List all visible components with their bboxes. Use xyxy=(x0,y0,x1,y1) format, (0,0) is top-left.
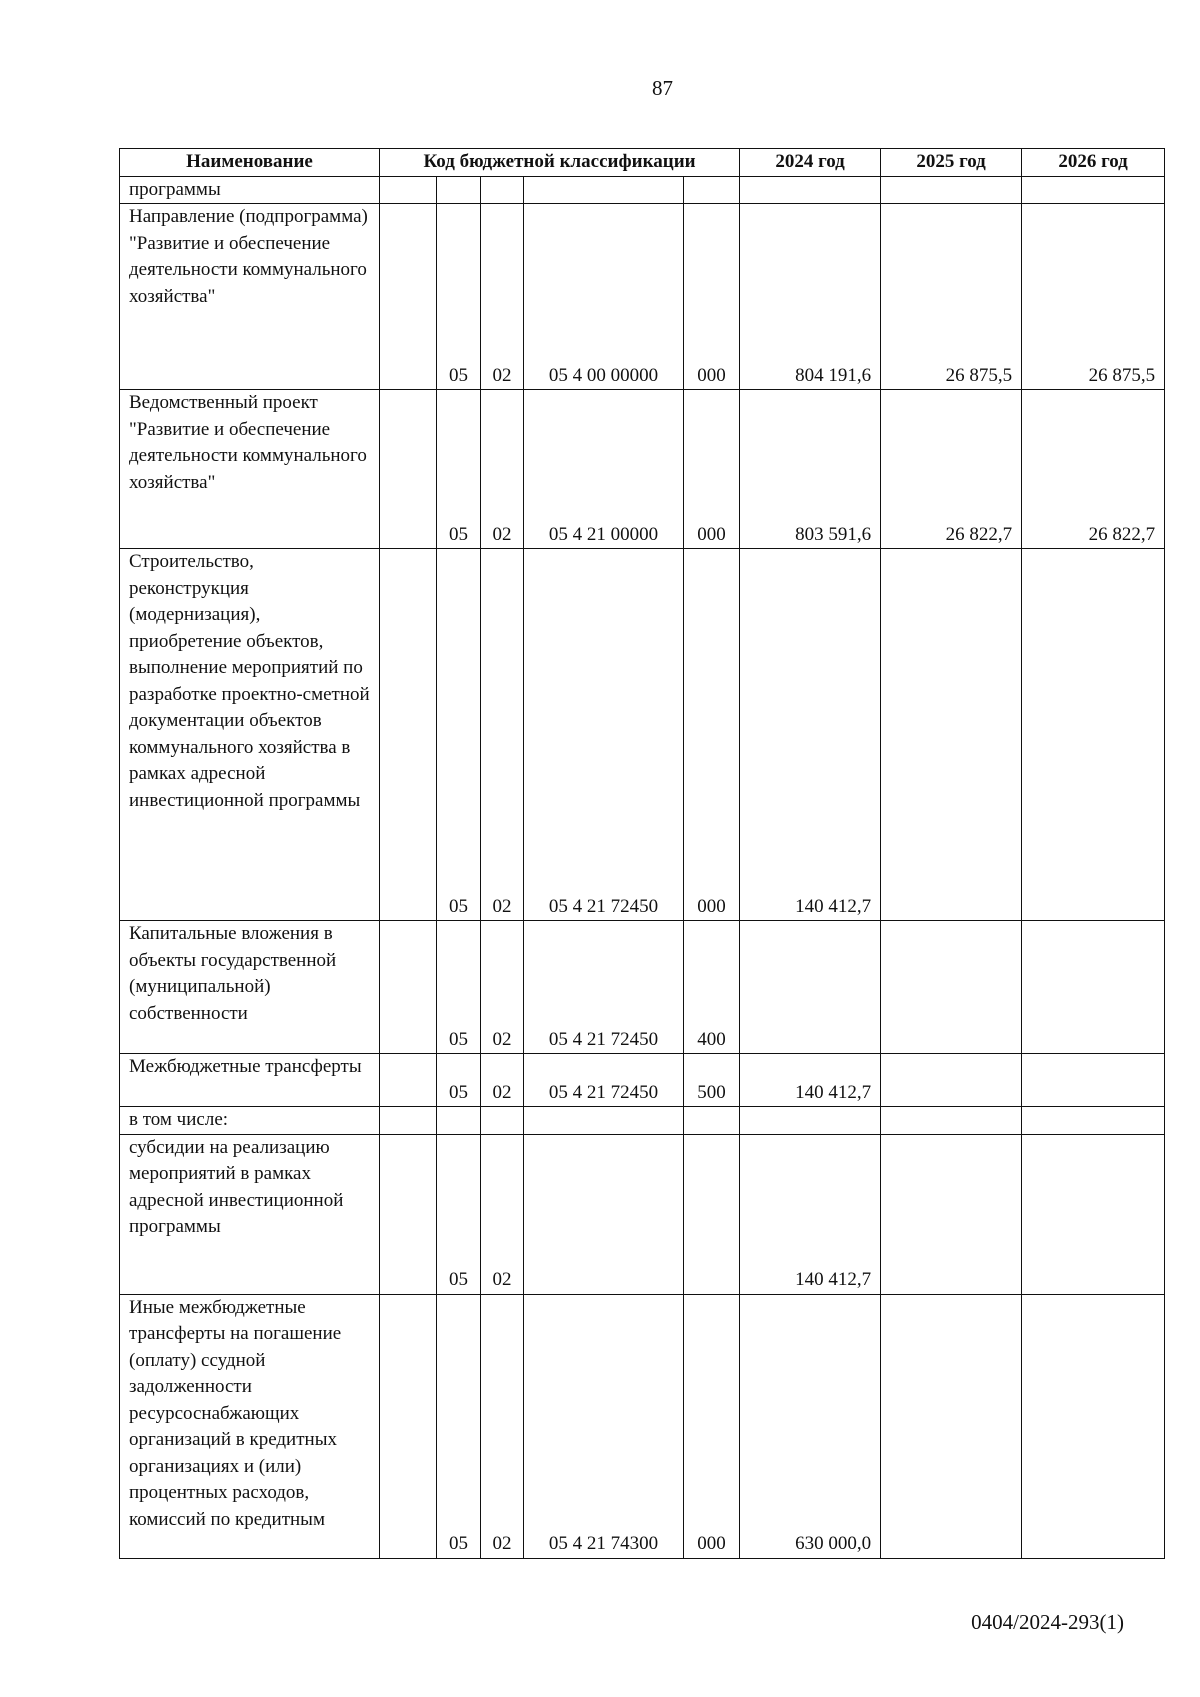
document-number: 0404/2024-293(1) xyxy=(971,1610,1124,1634)
value-2026: 26 875,5 xyxy=(1022,204,1165,390)
code-section: 05 xyxy=(437,549,481,921)
code-section: 05 xyxy=(437,1294,481,1558)
code-target: 05 4 00 00000 xyxy=(524,204,684,390)
header-2026: 2026 год xyxy=(1022,149,1165,177)
code-expense-type: 000 xyxy=(684,390,740,549)
row-name: субсидии на реализацию мероприятий в рамках адресной инвестиционной программы xyxy=(120,1134,380,1294)
table-header-row xyxy=(120,149,1165,177)
code-target: 05 4 21 72450 xyxy=(524,921,684,1054)
row-name: в том числе: xyxy=(120,1107,380,1135)
code-expense-type: 500 xyxy=(684,1054,740,1107)
header-code: Код бюджетной классификации xyxy=(380,149,740,177)
value-2024: 803 591,6 xyxy=(740,390,881,549)
code-expense-type: 400 xyxy=(684,921,740,1054)
value-2025 xyxy=(881,1294,1022,1558)
code-a xyxy=(380,1294,437,1558)
code-expense-type: 000 xyxy=(684,1294,740,1558)
value-2025 xyxy=(881,1054,1022,1107)
table-row xyxy=(120,549,1165,921)
row-name: Строительство, реконструкция (модернизация), приобретение объектов, выполнение мероприятий по разработке проектно-сметной документации объектов коммунального хозяйства в рамках адресной инвестиционной программы xyxy=(120,549,380,921)
row-name: Ведомственный проект "Развитие и обеспечение деятельности коммунального хозяйства" xyxy=(120,390,380,549)
table-row xyxy=(120,204,1165,390)
code-a xyxy=(380,1107,437,1135)
code-subsection: 02 xyxy=(481,1294,524,1558)
code-section xyxy=(437,176,481,204)
table-row xyxy=(120,1054,1165,1107)
row-name: программы xyxy=(120,176,380,204)
code-target xyxy=(524,1107,684,1135)
value-2026 xyxy=(1022,921,1165,1054)
page-number: 87 xyxy=(652,76,673,100)
code-section: 05 xyxy=(437,204,481,390)
value-2025 xyxy=(881,549,1022,921)
value-2024 xyxy=(740,176,881,204)
table-row xyxy=(120,1107,1165,1135)
code-subsection: 02 xyxy=(481,390,524,549)
code-target: 05 4 21 00000 xyxy=(524,390,684,549)
row-name: Межбюджетные трансферты xyxy=(120,1054,380,1107)
header-2025: 2025 год xyxy=(881,149,1022,177)
value-2025 xyxy=(881,921,1022,1054)
code-a xyxy=(380,204,437,390)
code-subsection: 02 xyxy=(481,204,524,390)
code-expense-type xyxy=(684,176,740,204)
code-subsection: 02 xyxy=(481,549,524,921)
code-a xyxy=(380,1134,437,1294)
value-2024: 140 412,7 xyxy=(740,1134,881,1294)
value-2026 xyxy=(1022,549,1165,921)
budget-table xyxy=(119,148,1165,1559)
value-2025 xyxy=(881,176,1022,204)
code-subsection: 02 xyxy=(481,1054,524,1107)
value-2026 xyxy=(1022,176,1165,204)
code-a xyxy=(380,549,437,921)
code-section xyxy=(437,1107,481,1135)
value-2024: 140 412,7 xyxy=(740,1054,881,1107)
row-name: Капитальные вложения в объекты государственной (муниципальной) собственности xyxy=(120,921,380,1054)
table-row xyxy=(120,390,1165,549)
code-subsection: 02 xyxy=(481,1134,524,1294)
table-row xyxy=(120,921,1165,1054)
value-2024: 804 191,6 xyxy=(740,204,881,390)
value-2026: 26 822,7 xyxy=(1022,390,1165,549)
header-name: Наименование xyxy=(120,149,380,177)
table-row xyxy=(120,176,1165,204)
value-2024: 140 412,7 xyxy=(740,549,881,921)
code-a xyxy=(380,176,437,204)
value-2024 xyxy=(740,921,881,1054)
code-target: 05 4 21 72450 xyxy=(524,549,684,921)
value-2026 xyxy=(1022,1107,1165,1135)
value-2026 xyxy=(1022,1054,1165,1107)
code-a xyxy=(380,390,437,549)
code-section: 05 xyxy=(437,1134,481,1294)
value-2024 xyxy=(740,1107,881,1135)
value-2025: 26 875,5 xyxy=(881,204,1022,390)
code-subsection xyxy=(481,176,524,204)
row-name: Иные межбюджетные трансферты на погашение (оплату) ссудной задолженности ресурсоснабжающих организаций в кредитных организациях и (или) процентных расходов, комиссий по кредитным xyxy=(120,1294,380,1558)
value-2026 xyxy=(1022,1134,1165,1294)
value-2026 xyxy=(1022,1294,1165,1558)
value-2025 xyxy=(881,1107,1022,1135)
value-2024: 630 000,0 xyxy=(740,1294,881,1558)
code-a xyxy=(380,921,437,1054)
header-2024: 2024 год xyxy=(740,149,881,177)
code-expense-type: 000 xyxy=(684,549,740,921)
code-target: 05 4 21 74300 xyxy=(524,1294,684,1558)
code-expense-type xyxy=(684,1107,740,1135)
code-expense-type xyxy=(684,1134,740,1294)
code-section: 05 xyxy=(437,390,481,549)
code-section: 05 xyxy=(437,1054,481,1107)
code-a xyxy=(380,1054,437,1107)
code-section: 05 xyxy=(437,921,481,1054)
table-row xyxy=(120,1134,1165,1294)
code-target xyxy=(524,176,684,204)
code-target: 05 4 21 72450 xyxy=(524,1054,684,1107)
value-2025 xyxy=(881,1134,1022,1294)
code-subsection: 02 xyxy=(481,921,524,1054)
code-expense-type: 000 xyxy=(684,204,740,390)
value-2025: 26 822,7 xyxy=(881,390,1022,549)
code-subsection xyxy=(481,1107,524,1135)
table-row xyxy=(120,1294,1165,1558)
code-target xyxy=(524,1134,684,1294)
row-name: Направление (подпрограмма) "Развитие и обеспечение деятельности коммунального хозяйства" xyxy=(120,204,380,390)
